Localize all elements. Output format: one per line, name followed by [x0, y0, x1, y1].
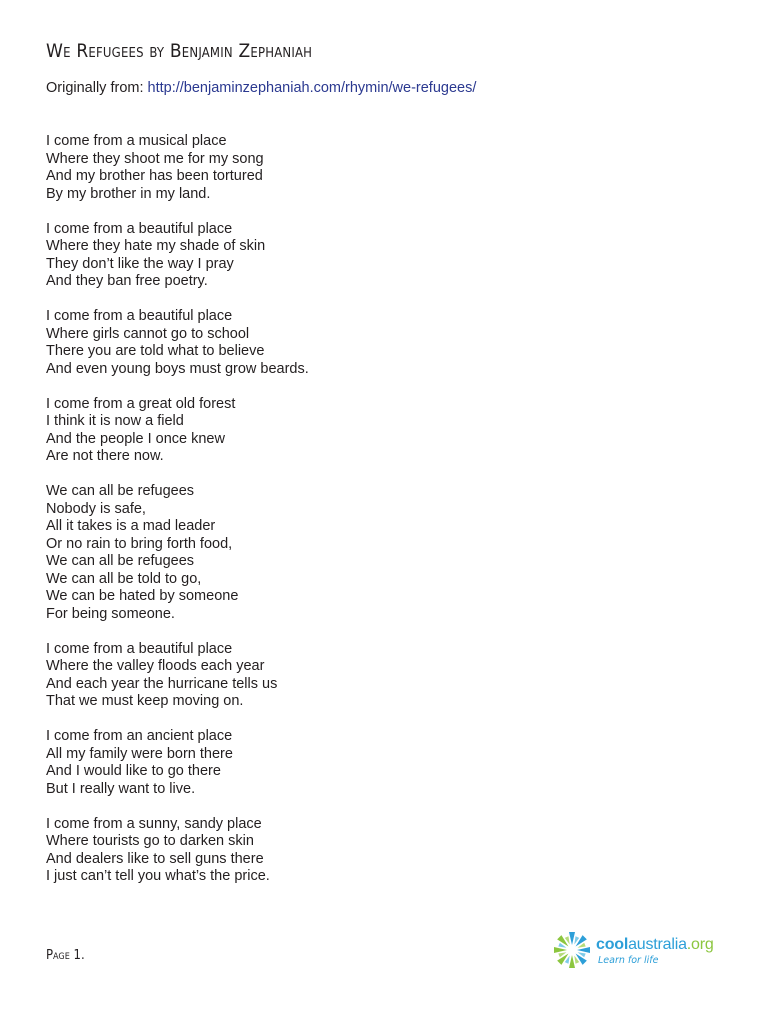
- sunburst-logo-icon: [552, 930, 592, 970]
- poem-stanza: [46, 816, 309, 886]
- poem-line: Where the valley floods each year: [46, 658, 265, 674]
- source-label: Originally from:: [46, 80, 144, 96]
- poem-line: I come from a beautiful place: [46, 220, 233, 237]
- page-number: Page 1.: [46, 948, 85, 963]
- poem-line: I come from a great old forest: [46, 395, 236, 412]
- poem-line: And they ban free poetry.: [46, 273, 208, 289]
- poem-line: There you are told what to believe: [46, 343, 265, 359]
- poem-stanza: [46, 221, 309, 291]
- poem-line: We can all be told to go,: [46, 570, 202, 587]
- source-line: [46, 80, 476, 96]
- poem-line: We can all be refugees: [46, 483, 195, 499]
- poem-line: I come from a beautiful place: [46, 308, 233, 324]
- poem-line: All my family were born there: [46, 745, 233, 762]
- page-title: We Refugees by Benjamin Zephaniah: [46, 40, 313, 62]
- poem-line: We can be hated by someone: [46, 588, 239, 604]
- logo-tagline: Learn for life: [598, 955, 659, 966]
- poem-line: We can all be refugees: [46, 553, 195, 569]
- poem-line: I just can’t tell you what’s the price.: [46, 868, 270, 884]
- poem-line: I come from a beautiful place: [46, 640, 233, 657]
- poem-line: Nobody is safe,: [46, 500, 146, 517]
- logo-word-org: .org: [686, 936, 714, 953]
- poem-line: By my brother in my land.: [46, 185, 211, 202]
- logo-wordmark: [596, 936, 714, 954]
- poem-line: I come from an ancient place: [46, 728, 233, 744]
- poem-line: Where they shoot me for my song: [46, 150, 264, 167]
- poem-stanza: [46, 396, 309, 466]
- poem-line: All it takes is a mad leader: [46, 518, 216, 534]
- poem-line: But I really want to live.: [46, 780, 196, 797]
- poem-line: And each year the hurricane tells us: [46, 675, 278, 692]
- poem-line: Or no rain to bring forth food,: [46, 535, 233, 552]
- poem-line: And even young boys must grow beards.: [46, 360, 309, 377]
- poem-line: Where girls cannot go to school: [46, 325, 250, 342]
- poem-line: Are not there now.: [46, 448, 164, 464]
- logo-word-australia: australia: [628, 936, 687, 953]
- poem-stanza: [46, 308, 309, 378]
- poem-line: Where tourists go to darken skin: [46, 833, 254, 849]
- poem-stanza: [46, 133, 309, 203]
- poem-line: That we must keep moving on.: [46, 693, 244, 709]
- poem-line: And my brother has been tortured: [46, 168, 263, 184]
- coolaustralia-logo: [552, 930, 722, 972]
- poem-line: They don’t like the way I pray: [46, 255, 234, 272]
- poem-stanza: [46, 641, 309, 711]
- poem-line: And I would like to go there: [46, 763, 221, 779]
- poem-line: I come from a sunny, sandy place: [46, 815, 262, 832]
- poem-line: And the people I once knew: [46, 430, 225, 447]
- poem-line: For being someone.: [46, 605, 175, 622]
- poem-line: I come from a musical place: [46, 133, 227, 149]
- poem-line: Where they hate my shade of skin: [46, 238, 266, 254]
- source-link[interactable]: http://benjaminzephaniah.com/rhymin/we-refugees/: [147, 80, 477, 96]
- logo-word-cool: cool: [596, 936, 629, 953]
- poem-body: [46, 133, 309, 903]
- poem-line: And dealers like to sell guns there: [46, 850, 264, 867]
- poem-stanza: [46, 483, 309, 623]
- poem-stanza: [46, 728, 309, 798]
- poem-line: I think it is now a field: [46, 413, 184, 429]
